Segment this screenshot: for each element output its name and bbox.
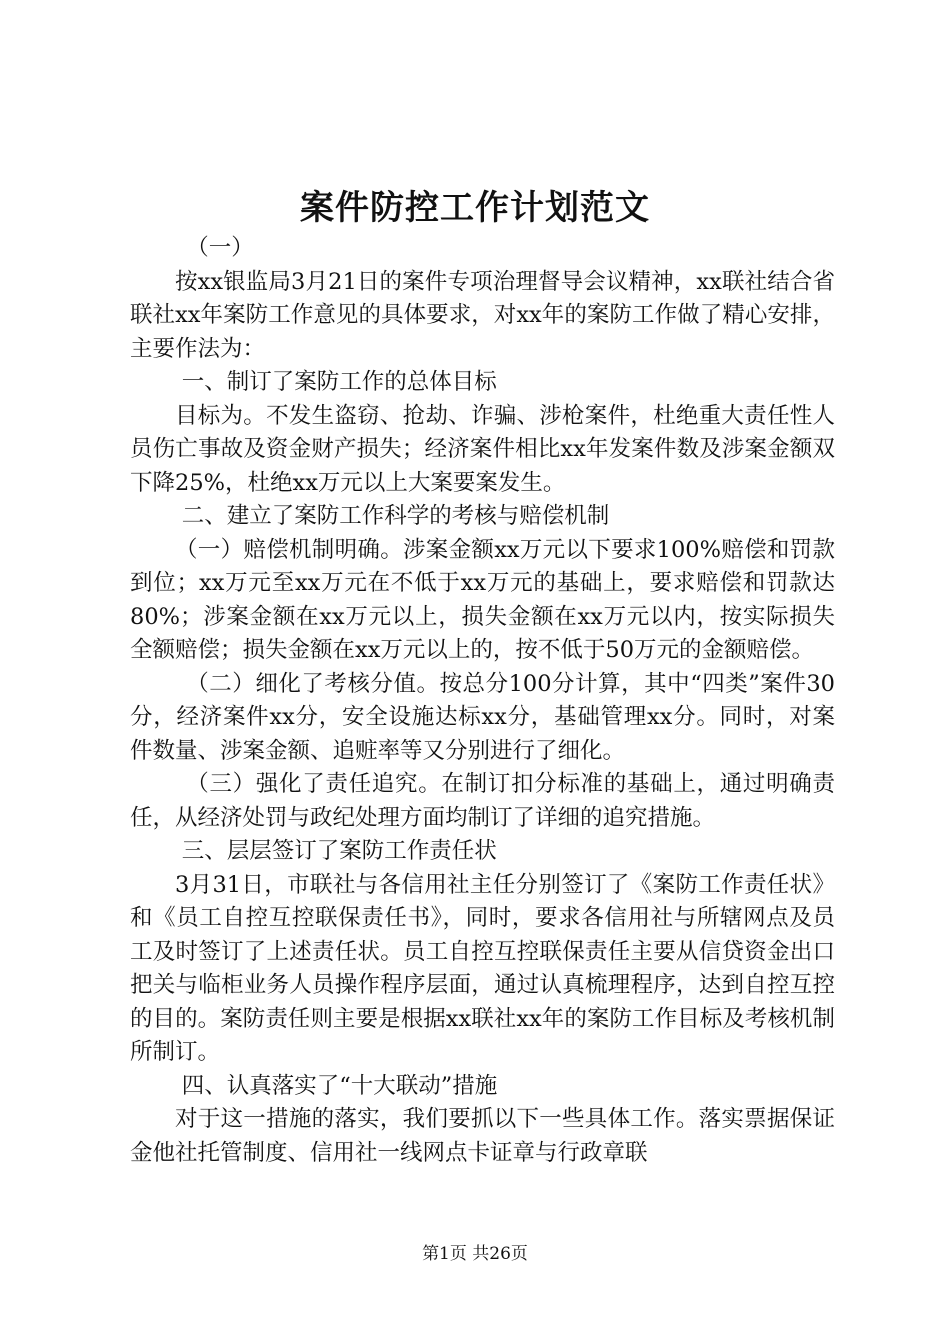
- paragraph: （二）细化了考核分值。按总分100分计算，其中“四类”案件30分，经济案件xx分，安全设施达标xx分，基础管理xx分。同时，对案件数量、涉案金额、追赃率等又分别进行了细化。: [130, 670, 835, 764]
- section-heading: 二、建立了案防工作科学的考核与赔偿机制: [181, 503, 610, 529]
- paragraph: （三）强化了责任追究。在制订扣分标准的基础上，通过明确责任，从经济处罚与政纪处理方面均制订了详细的追究措施。: [130, 771, 835, 831]
- document-body: [130, 232, 835, 1170]
- paragraph: 对于这一措施的落实，我们要抓以下一些具体工作。落实票据保证金他社托管制度、信用社一线网点卡证章与行政章联: [130, 1106, 835, 1166]
- section-heading: 四、认真落实了“十大联动”措施: [181, 1072, 498, 1099]
- section-heading: 一、制订了案防工作的总体目标: [181, 369, 497, 395]
- paragraph: （一）赔偿机制明确。涉案金额xx万元以下要求100%赔偿和罚款到位；xx万元至xx万元在不低于xx万元的基础上，要求赔偿和罚款达80%；涉案金额在xx万元以上，损失金额在xx万元以内，按实际损失全额赔偿；损失金额在xx万元以上的，按不低于50万元的金额赔偿。: [130, 536, 835, 663]
- document-title: 案件防控工作计划范文: [300, 188, 650, 228]
- section-heading: 三、层层签订了案防工作责任状: [181, 838, 497, 864]
- paragraph: 按xx银监局3月21日的案件专项治理督导会议精神，xx联社结合省联社xx年案防工作意见的具体要求，对xx年的案防工作做了精心安排，主要作法为：: [130, 268, 835, 362]
- paragraph: 目标为。不发生盗窃、抢劫、诈骗、涉枪案件，杜绝重大责任性人员伤亡事故及资金财产损失；经济案件相比xx年发案件数及涉案金额双下降25%，杜绝xx万元以上大案要案发生。: [130, 402, 835, 496]
- page-number-footer: 第1页 共26页: [422, 1244, 528, 1264]
- section-marker: （一）: [186, 235, 254, 261]
- paragraph: 3月31日，市联社与各信用社主任分别签订了《案防工作责任状》和《员工自控互控联保责任书》，同时，要求各信用社与所辖网点及员工及时签订了上述责任状。员工自控互控联保责任主要从信贷资金出口把关与临柜业务人员操作程序层面，通过认真梳理程序，达到自控互控的目的。案防责任则主要是根据xx联社xx年的案防工作目标及考核机制所制订。: [130, 871, 835, 1065]
